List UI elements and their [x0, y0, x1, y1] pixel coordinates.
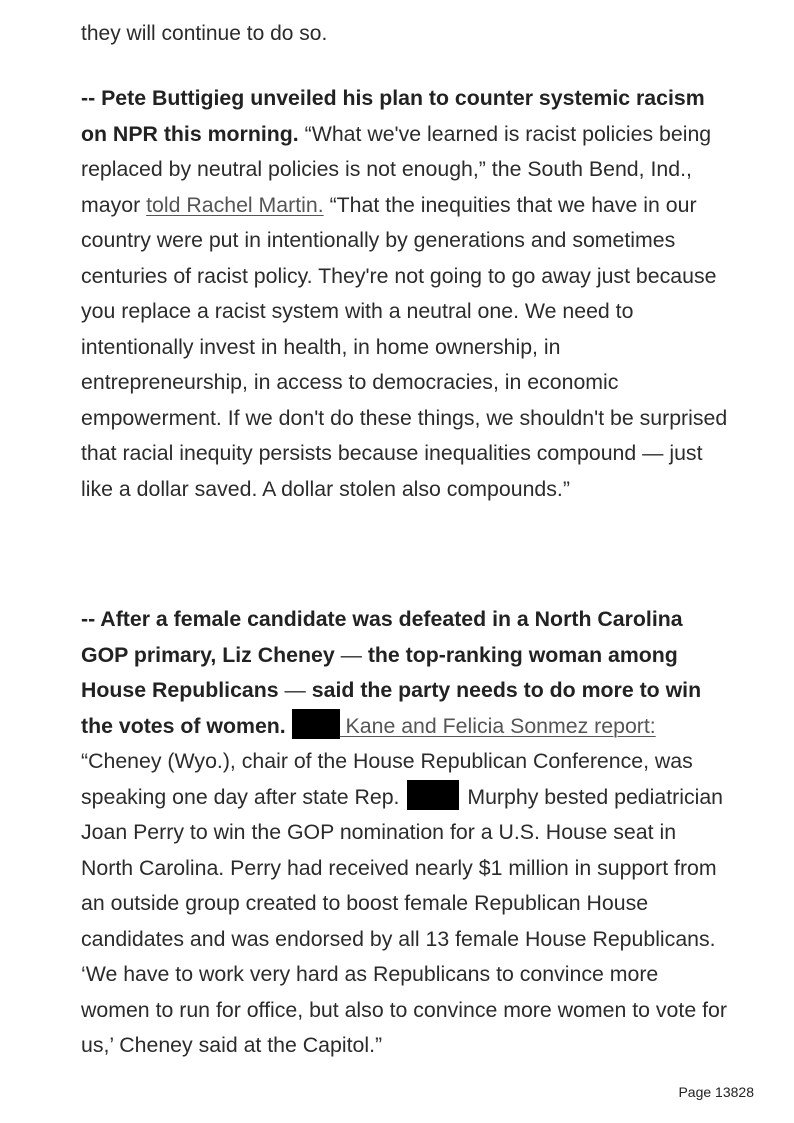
- buttigieg-text-b: “That the inequities that we have in our country were put in intentionally by generations and sometimes centuries of racist policy. They're not going to go away just because you replace a racist system with a neutral one. We need to intentionally invest in health, in home ownership, in entrepreneurship, in access to democracies, in economic empowerment. If we don't do these things, we shouldn't be surprised that racial inequity persists because inequalities compound — just like a dollar saved. A dollar stolen also compounds.”: [81, 192, 728, 501]
- cheney-paragraph: [81, 602, 731, 1084]
- buttigieg-text-a: “What we've learned is racist policies being replaced by neutral policies is not enough,” the South Bend, Ind., mayor: [81, 121, 712, 217]
- cheney-lead-a: -- After a female candidate was defeated in a North Carolina GOP primary, Liz Cheney: [81, 607, 683, 667]
- kane-sonmez-report-link[interactable]: Kane and Felicia Sonmez report:: [339, 713, 656, 738]
- cheney-lead-c: said the party needs to do more to win the votes of women.: [81, 678, 702, 738]
- cheney-text-a: “Cheney (Wyo.), chair of the House Republican Conference, was speaking one day after state Rep.: [81, 749, 693, 809]
- redaction-box: [292, 709, 340, 739]
- fragment-text: they will continue to do so.: [81, 22, 328, 45]
- buttigieg-paragraph: [81, 81, 731, 507]
- cheney-dash-b: —: [278, 678, 312, 702]
- previous-paragraph-fragment: [0, 0, 794, 50]
- page-number: Page 13828: [678, 1084, 754, 1100]
- cheney-text-b: Murphy bested pediatrician Joan Perry to win the GOP nomination for a U.S. House seat in North Carolina. Perry had received nearly $1 million in support from an outside group created to boost female Republican House candidates and was endorsed by all 13 female House Republicans. ‘We have to work very hard as Republicans to convince more women to run for office, but also to convince more women to vote for us,’ Cheney said at the Capitol.”: [81, 784, 727, 1057]
- told-rachel-martin-link[interactable]: told Rachel Martin.: [146, 192, 324, 217]
- cheney-dash-a: —: [334, 642, 368, 667]
- cheney-lead-b: the top-ranking woman among House Republicans: [81, 642, 678, 702]
- buttigieg-lead: -- Pete Buttigieg unveiled his plan to counter systemic racism on NPR this morning.: [81, 86, 705, 146]
- redaction-box: [407, 780, 459, 810]
